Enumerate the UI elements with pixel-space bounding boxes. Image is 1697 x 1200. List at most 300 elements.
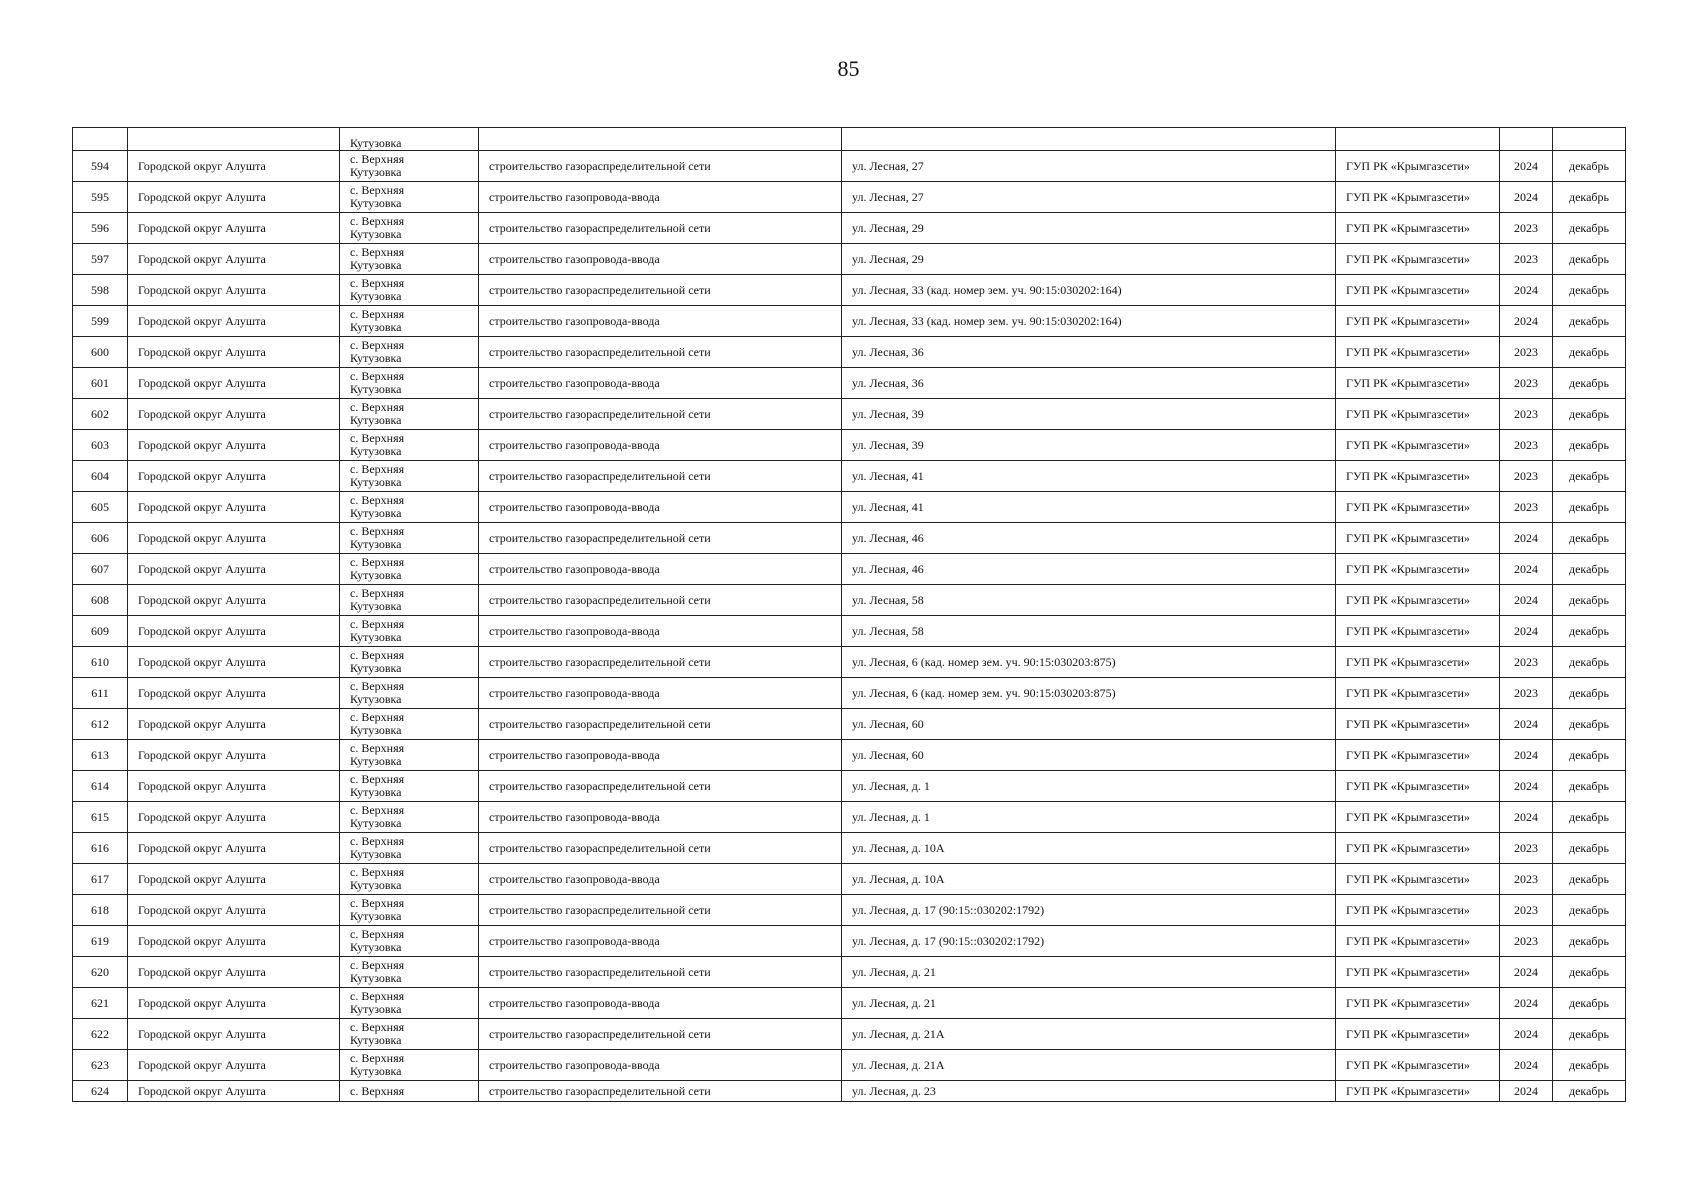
settlement-line: с. Верхняя: [350, 245, 405, 259]
cell-executor: ГУП РК «Крымгазсети»: [1336, 368, 1500, 399]
cell-municipality: Городской округ Алушта: [128, 1081, 340, 1102]
cell-settlement: [340, 430, 479, 461]
cell-month: декабрь: [1553, 1050, 1626, 1081]
cell-address: ул. Лесная, 36: [842, 337, 1336, 368]
settlement-line: с. Верхняя: [350, 493, 405, 507]
cell-municipality: Городской округ Алушта: [128, 368, 340, 399]
cell-settlement: [340, 926, 479, 957]
settlement-line: с. Верхняя: [350, 307, 405, 321]
cell-settlement: [340, 244, 479, 275]
settlement-line: с. Верхняя: [350, 958, 405, 972]
cell-work: [479, 128, 842, 151]
cell-municipality: Городской округ Алушта: [128, 833, 340, 864]
cell-num: 595: [73, 182, 128, 213]
cell-address: ул. Лесная, 27: [842, 151, 1336, 182]
cell-municipality: Городской округ Алушта: [128, 554, 340, 585]
cell-num: 621: [73, 988, 128, 1019]
cell-address: ул. Лесная, 60: [842, 709, 1336, 740]
cell-executor: ГУП РК «Крымгазсети»: [1336, 151, 1500, 182]
settlement-line: с. Верхняя: [350, 400, 405, 414]
table-row: [73, 461, 1626, 492]
settlement-line: Кутузовка: [350, 382, 402, 396]
cell-num: 600: [73, 337, 128, 368]
settlement-line: Кутузовка: [350, 723, 402, 737]
cell-num: 604: [73, 461, 128, 492]
cell-month: декабрь: [1553, 926, 1626, 957]
cell-num: 598: [73, 275, 128, 306]
cell-num: 611: [73, 678, 128, 709]
table-row: [73, 771, 1626, 802]
cell-work: строительство газораспределительной сети: [479, 1019, 842, 1050]
cell-work: строительство газораспределительной сети: [479, 833, 842, 864]
cell-address: ул. Лесная, 41: [842, 492, 1336, 523]
cell-settlement: [340, 399, 479, 430]
table-row: [73, 833, 1626, 864]
cell-executor: ГУП РК «Крымгазсети»: [1336, 275, 1500, 306]
cell-year: 2023: [1500, 461, 1553, 492]
cell-year: 2024: [1500, 1019, 1553, 1050]
cell-month: декабрь: [1553, 957, 1626, 988]
cell-month: декабрь: [1553, 151, 1626, 182]
cell-num: 605: [73, 492, 128, 523]
cell-year: 2024: [1500, 275, 1553, 306]
settlement-line: Кутузовка: [350, 692, 402, 706]
cell-work: строительство газопровода-ввода: [479, 492, 842, 523]
cell-executor: ГУП РК «Крымгазсети»: [1336, 306, 1500, 337]
cell-address: ул. Лесная, д. 1: [842, 771, 1336, 802]
cell-executor: ГУП РК «Крымгазсети»: [1336, 430, 1500, 461]
cell-year: 2024: [1500, 957, 1553, 988]
cell-work: строительство газораспределительной сети: [479, 957, 842, 988]
cell-municipality: Городской округ Алушта: [128, 957, 340, 988]
cell-settlement: [340, 213, 479, 244]
cell-settlement: [340, 554, 479, 585]
table-row: [73, 864, 1626, 895]
cell-work: строительство газораспределительной сети: [479, 213, 842, 244]
cell-address: ул. Лесная, 29: [842, 244, 1336, 275]
settlement-line: Кутузовка: [350, 599, 402, 613]
cell-month: декабрь: [1553, 771, 1626, 802]
cell-month: декабрь: [1553, 306, 1626, 337]
table-row: [73, 337, 1626, 368]
table-row: [73, 275, 1626, 306]
cell-executor: ГУП РК «Крымгазсети»: [1336, 182, 1500, 213]
cell-year: 2024: [1500, 709, 1553, 740]
continuation-row: [73, 128, 1626, 151]
cell-month: декабрь: [1553, 988, 1626, 1019]
cell-year: 2024: [1500, 616, 1553, 647]
cell-num: 613: [73, 740, 128, 771]
cell-work: строительство газораспределительной сети: [479, 895, 842, 926]
settlement-line: Кутузовка: [350, 320, 402, 334]
cell-executor: ГУП РК «Крымгазсети»: [1336, 957, 1500, 988]
cell-work: строительство газораспределительной сети: [479, 647, 842, 678]
table-row: [73, 616, 1626, 647]
gasification-register-table: [72, 127, 1626, 1102]
cell-executor: ГУП РК «Крымгазсети»: [1336, 864, 1500, 895]
settlement-line: с. Верхняя: [350, 369, 405, 383]
cell-year: 2023: [1500, 833, 1553, 864]
settlement-line: с. Верхняя: [350, 617, 405, 631]
cell-year: 2023: [1500, 368, 1553, 399]
settlement-line: Кутузовка: [350, 196, 402, 210]
cell-num: 597: [73, 244, 128, 275]
cell-year: 2023: [1500, 864, 1553, 895]
cell-month: декабрь: [1553, 647, 1626, 678]
cell-work: строительство газораспределительной сети: [479, 585, 842, 616]
cell-executor: ГУП РК «Крымгазсети»: [1336, 709, 1500, 740]
cell-settlement: [340, 988, 479, 1019]
cell-executor: ГУП РК «Крымгазсети»: [1336, 1081, 1500, 1102]
cell-work: строительство газопровода-ввода: [479, 802, 842, 833]
cell-year: 2024: [1500, 1081, 1553, 1102]
cell-work: строительство газораспределительной сети: [479, 461, 842, 492]
settlement-line: с. Верхняя: [350, 803, 405, 817]
cell-year: 2023: [1500, 399, 1553, 430]
cell-year: [1500, 128, 1553, 151]
cell-work: строительство газопровода-ввода: [479, 616, 842, 647]
table-body: [73, 128, 1626, 1102]
settlement-line: с. Верхняя: [350, 927, 405, 941]
cell-settlement: [340, 678, 479, 709]
table-row: [73, 523, 1626, 554]
cell-year: 2024: [1500, 306, 1553, 337]
cell-num: 620: [73, 957, 128, 988]
table-row: [73, 306, 1626, 337]
cell-year: 2024: [1500, 740, 1553, 771]
settlement-line: Кутузовка: [350, 444, 402, 458]
cell-work: строительство газопровода-ввода: [479, 678, 842, 709]
table-row: [73, 399, 1626, 430]
cell-month: декабрь: [1553, 368, 1626, 399]
cell-settlement: [340, 771, 479, 802]
cell-month: декабрь: [1553, 802, 1626, 833]
settlement-line: с. Верхняя: [350, 1083, 405, 1098]
cell-num: 608: [73, 585, 128, 616]
cell-year: 2024: [1500, 182, 1553, 213]
cell-work: строительство газораспределительной сети: [479, 151, 842, 182]
cell-executor: ГУП РК «Крымгазсети»: [1336, 926, 1500, 957]
cell-work: строительство газопровода-ввода: [479, 988, 842, 1019]
cell-work: строительство газораспределительной сети: [479, 771, 842, 802]
cell-address: ул. Лесная, 36: [842, 368, 1336, 399]
cell-settlement: [340, 275, 479, 306]
cell-num: 610: [73, 647, 128, 678]
cell-num: 606: [73, 523, 128, 554]
cell-municipality: Городской округ Алушта: [128, 151, 340, 182]
cell-year: 2023: [1500, 678, 1553, 709]
cell-municipality: Городской округ Алушта: [128, 213, 340, 244]
cell-settlement: [340, 461, 479, 492]
cell-month: декабрь: [1553, 182, 1626, 213]
cell-work: строительство газораспределительной сети: [479, 275, 842, 306]
cell-num: 603: [73, 430, 128, 461]
cell-municipality: Городской округ Алушта: [128, 802, 340, 833]
cell-executor: ГУП РК «Крымгазсети»: [1336, 647, 1500, 678]
table-row: [73, 740, 1626, 771]
cell-work: строительство газопровода-ввода: [479, 430, 842, 461]
cell-address: ул. Лесная, д. 21А: [842, 1019, 1336, 1050]
cell-municipality: Городской округ Алушта: [128, 306, 340, 337]
cell-address: ул. Лесная, 6 (кад. номер зем. уч. 90:15:030203:875): [842, 647, 1336, 678]
table-row: [73, 430, 1626, 461]
cell-work: строительство газопровода-ввода: [479, 740, 842, 771]
cell-settlement: [340, 1081, 479, 1102]
table-row: [73, 492, 1626, 523]
cell-num: 612: [73, 709, 128, 740]
cell-year: 2024: [1500, 151, 1553, 182]
settlement-line: с. Верхняя: [350, 586, 405, 600]
cell-month: декабрь: [1553, 616, 1626, 647]
settlement-line: с. Верхняя: [350, 989, 405, 1003]
cell-address: ул. Лесная, 33 (кад. номер зем. уч. 90:15:030202:164): [842, 306, 1336, 337]
settlement-line: с. Верхняя: [350, 555, 405, 569]
settlement-line: с. Верхняя: [350, 214, 405, 228]
cell-municipality: Городской округ Алушта: [128, 647, 340, 678]
settlement-line: Кутузовка: [350, 816, 402, 830]
table-row: [73, 151, 1626, 182]
cell-month: декабрь: [1553, 585, 1626, 616]
cell-address: ул. Лесная, 33 (кад. номер зем. уч. 90:15:030202:164): [842, 275, 1336, 306]
cell-municipality: [128, 128, 340, 151]
cell-work: строительство газораспределительной сети: [479, 709, 842, 740]
settlement-line: Кутузовка: [350, 785, 402, 799]
settlement-line: с. Верхняя: [350, 524, 405, 538]
cell-executor: ГУП РК «Крымгазсети»: [1336, 523, 1500, 554]
cell-year: 2023: [1500, 244, 1553, 275]
cell-month: декабрь: [1553, 492, 1626, 523]
cell-municipality: Городской округ Алушта: [128, 275, 340, 306]
cell-num: 601: [73, 368, 128, 399]
cell-address: ул. Лесная, 41: [842, 461, 1336, 492]
cell-year: 2023: [1500, 337, 1553, 368]
cell-municipality: Городской округ Алушта: [128, 244, 340, 275]
settlement-line: с. Верхняя: [350, 183, 405, 197]
cell-year: 2023: [1500, 430, 1553, 461]
settlement-line: Кутузовка: [350, 258, 402, 272]
cell-settlement: [340, 151, 479, 182]
cell-executor: ГУП РК «Крымгазсети»: [1336, 895, 1500, 926]
cell-settlement: [340, 1050, 479, 1081]
cell-year: 2024: [1500, 771, 1553, 802]
cell-executor: ГУП РК «Крымгазсети»: [1336, 802, 1500, 833]
settlement-line: с. Верхняя: [350, 710, 405, 724]
cell-num: 614: [73, 771, 128, 802]
cell-year: 2024: [1500, 1050, 1553, 1081]
cell-executor: ГУП РК «Крымгазсети»: [1336, 337, 1500, 368]
table-row: [73, 678, 1626, 709]
settlement-line: с. Верхняя: [350, 648, 405, 662]
cell-executor: ГУП РК «Крымгазсети»: [1336, 554, 1500, 585]
cell-address: ул. Лесная, 29: [842, 213, 1336, 244]
cell-address: ул. Лесная, 58: [842, 616, 1336, 647]
cell-address: ул. Лесная, д. 21: [842, 957, 1336, 988]
cell-municipality: Городской округ Алушта: [128, 1050, 340, 1081]
settlement-line: Кутузовка: [350, 413, 402, 427]
cell-address: [842, 128, 1336, 151]
cell-year: 2023: [1500, 647, 1553, 678]
cell-municipality: Городской округ Алушта: [128, 926, 340, 957]
page-number: 85: [837, 56, 860, 81]
cell-address: ул. Лесная, 46: [842, 523, 1336, 554]
cell-settlement: Кутузовка: [340, 128, 479, 151]
cell-executor: ГУП РК «Крымгазсети»: [1336, 616, 1500, 647]
cell-municipality: Городской округ Алушта: [128, 492, 340, 523]
settlement-line: с. Верхняя: [350, 431, 405, 445]
cell-executor: ГУП РК «Крымгазсети»: [1336, 244, 1500, 275]
cell-settlement: [340, 306, 479, 337]
cell-settlement: [340, 833, 479, 864]
cell-address: ул. Лесная, 58: [842, 585, 1336, 616]
cell-municipality: Городской округ Алушта: [128, 988, 340, 1019]
cell-address: ул. Лесная, 27: [842, 182, 1336, 213]
cell-address: ул. Лесная, д. 10А: [842, 864, 1336, 895]
cell-year: 2024: [1500, 523, 1553, 554]
settlement-line: с. Верхняя: [350, 1020, 405, 1034]
settlement-line: Кутузовка: [350, 165, 402, 179]
settlement-line: Кутузовка: [350, 289, 402, 303]
cell-municipality: Городской округ Алушта: [128, 337, 340, 368]
settlement-line: Кутузовка: [350, 1002, 402, 1016]
cell-work: строительство газопровода-ввода: [479, 864, 842, 895]
cell-executor: ГУП РК «Крымгазсети»: [1336, 771, 1500, 802]
cell-address: ул. Лесная, д. 23: [842, 1081, 1336, 1102]
cell-num: 599: [73, 306, 128, 337]
cell-year: 2023: [1500, 213, 1553, 244]
settlement-line: с. Верхняя: [350, 152, 405, 166]
cell-month: декабрь: [1553, 864, 1626, 895]
table-row: [73, 1050, 1626, 1081]
settlement-line: Кутузовка: [350, 754, 402, 768]
cell-month: декабрь: [1553, 337, 1626, 368]
cell-address: ул. Лесная, 6 (кад. номер зем. уч. 90:15:030203:875): [842, 678, 1336, 709]
settlement-line: с. Верхняя: [350, 741, 405, 755]
cell-address: ул. Лесная, д. 17 (90:15::030202:1792): [842, 895, 1336, 926]
settlement-line: с. Верхняя: [350, 1051, 405, 1065]
cell-executor: ГУП РК «Крымгазсети»: [1336, 492, 1500, 523]
table-row: [73, 1019, 1626, 1050]
settlement-line: Кутузовка: [350, 568, 402, 582]
cell-num: 624: [73, 1081, 128, 1102]
cell-work: строительство газопровода-ввода: [479, 926, 842, 957]
settlement-line: с. Верхняя: [350, 276, 405, 290]
cell-municipality: Городской округ Алушта: [128, 895, 340, 926]
cell-month: декабрь: [1553, 740, 1626, 771]
cell-work: строительство газопровода-ввода: [479, 182, 842, 213]
cell-municipality: Городской округ Алушта: [128, 399, 340, 430]
settlement-line: Кутузовка: [350, 475, 402, 489]
cell-municipality: Городской округ Алушта: [128, 616, 340, 647]
settlement-line: Кутузовка: [350, 1064, 402, 1078]
settlement-line: с. Верхняя: [350, 338, 405, 352]
cell-num: 616: [73, 833, 128, 864]
cell-num: 617: [73, 864, 128, 895]
cell-executor: [1336, 128, 1500, 151]
cell-num: 607: [73, 554, 128, 585]
cell-executor: ГУП РК «Крымгазсети»: [1336, 399, 1500, 430]
cell-settlement: [340, 647, 479, 678]
table-row: [73, 585, 1626, 616]
settlement-line: Кутузовка: [350, 351, 402, 365]
cell-year: 2024: [1500, 554, 1553, 585]
cell-municipality: Городской округ Алушта: [128, 523, 340, 554]
cell-num: 619: [73, 926, 128, 957]
cell-year: 2023: [1500, 895, 1553, 926]
cell-month: декабрь: [1553, 275, 1626, 306]
settlement-line: с. Верхняя: [350, 834, 405, 848]
cell-work: строительство газопровода-ввода: [479, 368, 842, 399]
cell-executor: ГУП РК «Крымгазсети»: [1336, 833, 1500, 864]
cell-settlement: [340, 337, 479, 368]
cell-municipality: Городской округ Алушта: [128, 585, 340, 616]
cell-settlement: [340, 740, 479, 771]
cell-address: ул. Лесная, д. 10А: [842, 833, 1336, 864]
table-row: [73, 182, 1626, 213]
settlement-line: Кутузовка: [350, 227, 402, 241]
cell-month: декабрь: [1553, 1019, 1626, 1050]
cell-month: декабрь: [1553, 430, 1626, 461]
table-row: [73, 802, 1626, 833]
cell-settlement: [340, 585, 479, 616]
cell-executor: ГУП РК «Крымгазсети»: [1336, 1050, 1500, 1081]
cell-month: декабрь: [1553, 554, 1626, 585]
settlement-line: Кутузовка: [350, 971, 402, 985]
cell-executor: ГУП РК «Крымгазсети»: [1336, 678, 1500, 709]
cell-municipality: Городской округ Алушта: [128, 678, 340, 709]
cell-executor: ГУП РК «Крымгазсети»: [1336, 1019, 1500, 1050]
settlement-line: с. Верхняя: [350, 865, 405, 879]
cell-address: ул. Лесная, 46: [842, 554, 1336, 585]
table-row: [73, 647, 1626, 678]
cell-settlement: [340, 895, 479, 926]
cell-settlement: [340, 523, 479, 554]
cell-month: декабрь: [1553, 833, 1626, 864]
cell-num: 623: [73, 1050, 128, 1081]
cell-num: 618: [73, 895, 128, 926]
settlement-line: с. Верхняя: [350, 896, 405, 910]
settlement-line: Кутузовка: [350, 909, 402, 923]
cell-executor: ГУП РК «Крымгазсети»: [1336, 740, 1500, 771]
cell-num: 594: [73, 151, 128, 182]
cell-settlement: [340, 492, 479, 523]
settlement-line: Кутузовка: [350, 1033, 402, 1047]
cell-num: 609: [73, 616, 128, 647]
table-row: [73, 244, 1626, 275]
table-row: [73, 709, 1626, 740]
cell-address: ул. Лесная, д. 21А: [842, 1050, 1336, 1081]
cell-month: декабрь: [1553, 1081, 1626, 1102]
cell-num: 622: [73, 1019, 128, 1050]
cell-executor: ГУП РК «Крымгазсети»: [1336, 988, 1500, 1019]
table-row: [73, 213, 1626, 244]
cell-month: декабрь: [1553, 244, 1626, 275]
cell-num: 602: [73, 399, 128, 430]
cell-year: 2023: [1500, 926, 1553, 957]
cell-work: строительство газопровода-ввода: [479, 306, 842, 337]
cell-month: декабрь: [1553, 523, 1626, 554]
cell-address: ул. Лесная, 39: [842, 399, 1336, 430]
cell-executor: ГУП РК «Крымгазсети»: [1336, 585, 1500, 616]
cell-settlement: [340, 864, 479, 895]
settlement-line: Кутузовка: [350, 506, 402, 520]
cell-year: 2024: [1500, 585, 1553, 616]
cell-address: ул. Лесная, 60: [842, 740, 1336, 771]
settlement-line: Кутузовка: [350, 537, 402, 551]
cell-work: строительство газораспределительной сети: [479, 399, 842, 430]
cell-address: ул. Лесная, 39: [842, 430, 1336, 461]
cell-work: строительство газопровода-ввода: [479, 1050, 842, 1081]
cell-settlement: [340, 1019, 479, 1050]
